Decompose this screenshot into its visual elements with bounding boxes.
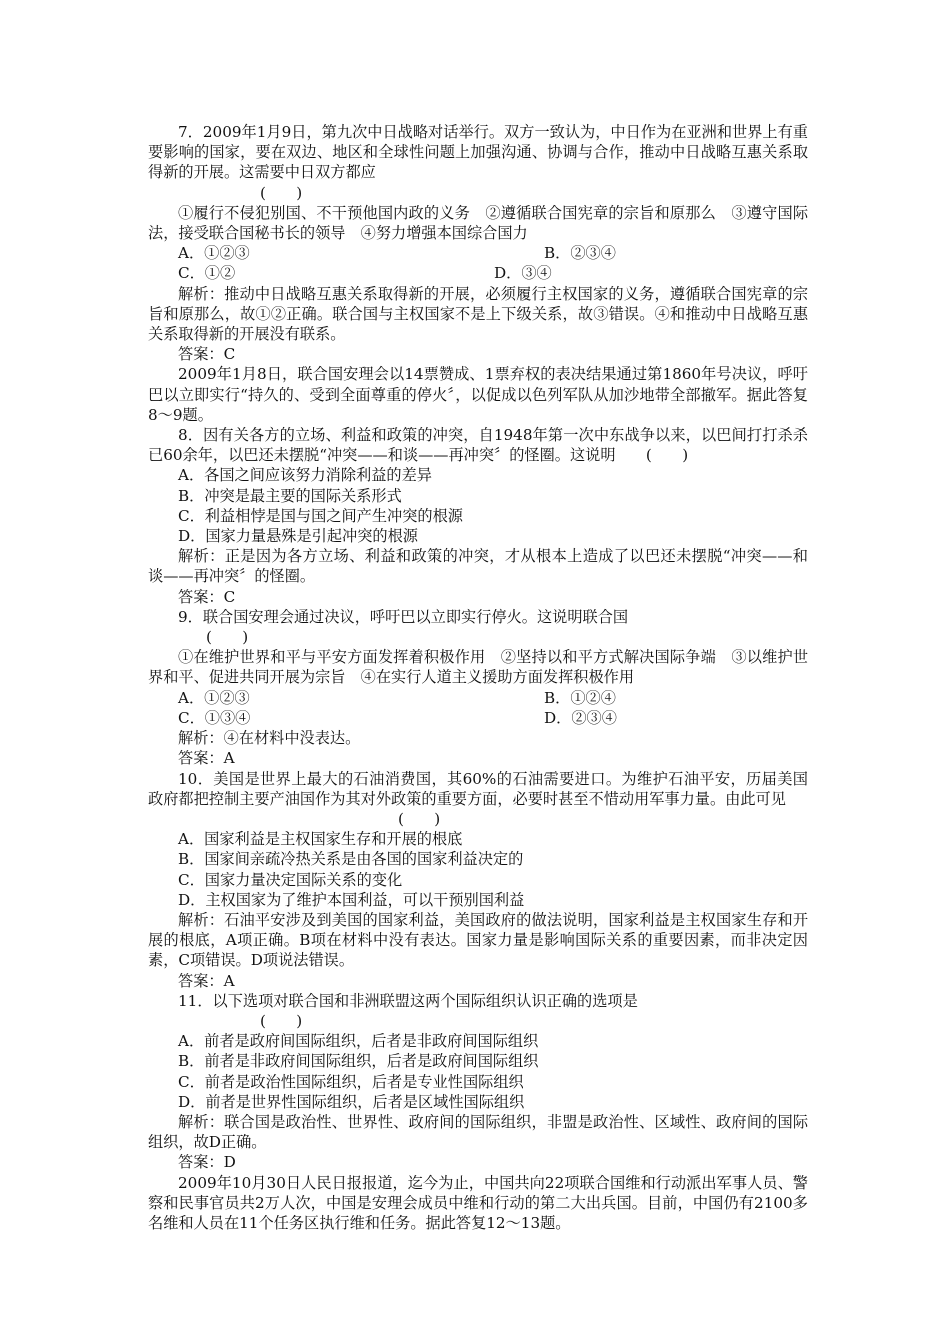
question-8-option-d: D．国家力量悬殊是引起冲突的根源: [178, 527, 418, 546]
question-8-stem: 8．因有关各方的立场、利益和政策的冲突，自1948年第一次中东战争以来，以巴间打打杀杀已60余年，以巴还未摆脱“冲突——和谈——再冲突〞的怪圈。这说明 ( ): [148, 426, 808, 465]
material-8-9: 2009年1月8日，联合国安理会以14票赞成、1票弃权的表决结果通过第1860年号决议，呼吁巴以立即实行“持久的、受到全面尊重的停火〞，以促成以色列军队从加沙地带全部撤军。据此答复8～9题。: [148, 365, 808, 424]
question-7-answer-blank: ( ): [260, 183, 303, 202]
question-9-analysis: 解析：④在材料中没表达。: [178, 729, 361, 748]
option-b: B．①②④: [544, 688, 616, 707]
question-11-stem: 11．以下选项对联合国和非洲联盟这两个国际组织认识正确的选项是: [178, 991, 638, 1010]
question-7-options-row-2: [148, 263, 808, 283]
material-12-13: 2009年10月30日人民日报报道，迄今为止，中国共向22项联合国维和行动派出军事人员、警察和民事官员共2万人次，中国是安理会成员中维和行动的第二大出兵国。目前，中国仍有2100多名维和人员在11个任务区执行维和任务。据此答复12～13题。: [148, 1173, 808, 1232]
question-9-options-row-2: [148, 708, 808, 728]
question-8-analysis: 解析：正是因为各方立场、利益和政策的冲突，才从根本上造成了以巴还未摆脱“冲突——和谈——再冲突〞的怪圈。: [148, 547, 808, 586]
question-8-answer: 答案：C: [178, 587, 236, 606]
question-7-analysis: 解析：推动中日战略互惠关系取得新的开展，必须履行主权国家的义务，遵循联合国宪章的宗旨和原那么，故①②正确。联合国与主权国家不是上下级关系，故③错误。④和推动中日战略互惠关系取得新的开展没有联系。: [148, 284, 808, 344]
question-11-option-a: A．前者是政府间国际组织，后者是非政府间国际组织: [178, 1032, 539, 1051]
option-c: C．①②: [178, 264, 236, 283]
question-10-stem: 10．美国是世界上最大的石油消费国，其60%的石油需要进口。为维护石油平安，历届美国政府都把控制主要产油国作为其对外政策的重要方面，必要时甚至不惜动用军事力量。由此可见: [148, 769, 808, 808]
question-10-analysis: 解析：石油平安涉及到美国的国家利益，美国政府的做法说明，国家利益是主权国家生存和开展的根底，A项正确。B项在材料中没有表达。国家力量是影响国际关系的重要因素，而非决定因素，C项错误。D项说法错误。: [148, 910, 808, 970]
option-a: A．①②③: [178, 688, 250, 707]
question-10-option-d: D．主权国家为了维护本国利益，可以干预别国利益: [178, 890, 525, 909]
question-10-answer-blank: ( ): [398, 809, 441, 828]
question-10-answer: 答案：A: [178, 971, 235, 990]
question-11-option-d: D．前者是世界性国际组织，后者是区域性国际组织: [178, 1092, 525, 1111]
question-9-answer-blank: ( ): [206, 628, 249, 647]
option-b: B．②③④: [544, 244, 616, 263]
question-9-stem: 9．联合国安理会通过决议，呼吁巴以立即实行停火。这说明联合国: [178, 607, 629, 626]
question-7-options-row-1: [148, 243, 808, 263]
question-8-option-c: C．利益相悖是国与国之间产生冲突的根源: [178, 506, 463, 525]
question-11-answer: 答案：D: [178, 1153, 236, 1172]
question-9-options-row-1: [148, 688, 808, 708]
question-10-option-b: B．国家间亲疏冷热关系是由各国的国家利益决定的: [178, 850, 524, 869]
question-10-option-a: A．国家利益是主权国家生存和开展的根底: [178, 830, 463, 849]
option-d: D．③④: [494, 264, 552, 283]
question-7-answer: 答案：C: [178, 345, 236, 364]
question-11-option-c: C．前者是政治性国际组织，后者是专业性国际组织: [178, 1072, 524, 1091]
question-11-answer-blank: ( ): [260, 1011, 303, 1030]
option-a: A．①②③: [178, 244, 250, 263]
option-c: C．①③④: [178, 708, 251, 727]
question-7-statements: ①履行不侵犯别国、不干预他国内政的义务 ②遵循联合国宪章的宗旨和原那么 ③遵守国际法，接受联合国秘书长的领导 ④努力增强本国综合国力: [148, 203, 808, 243]
question-9-answer: 答案：A: [178, 749, 235, 768]
question-9-statements: ①在维护世界和平与平安方面发挥着积极作用 ②坚持以和平方式解决国际争端 ③以维护世界和平、促进共同开展为宗旨 ④在实行人道主义援助方面发挥积极作用: [148, 648, 808, 687]
option-d: D．②③④: [544, 708, 617, 727]
question-10-option-c: C．国家力量决定国际关系的变化: [178, 870, 403, 889]
question-11-option-b: B．前者是非政府间国际组织，后者是政府间国际组织: [178, 1052, 539, 1071]
question-7-stem: 7．2009年1月9日，第九次中日战略对话举行。双方一致认为，中日作为在亚洲和世界上有重要影响的国家，要在双边、地区和全球性问题上加强沟通、协调与合作，推动中日战略互惠关系取得新的开展。这需要中日双方都应: [148, 123, 808, 182]
question-8-option-a: A．各国之间应该努力消除利益的差异: [178, 466, 432, 485]
question-8-option-b: B．冲突是最主要的国际关系形式: [178, 486, 402, 505]
question-11-analysis: 解析：联合国是政治性、世界性、政府间的国际组织，非盟是政治性、区域性、政府间的国际组织，故D正确。: [148, 1112, 808, 1152]
document-body: [148, 122, 808, 1233]
